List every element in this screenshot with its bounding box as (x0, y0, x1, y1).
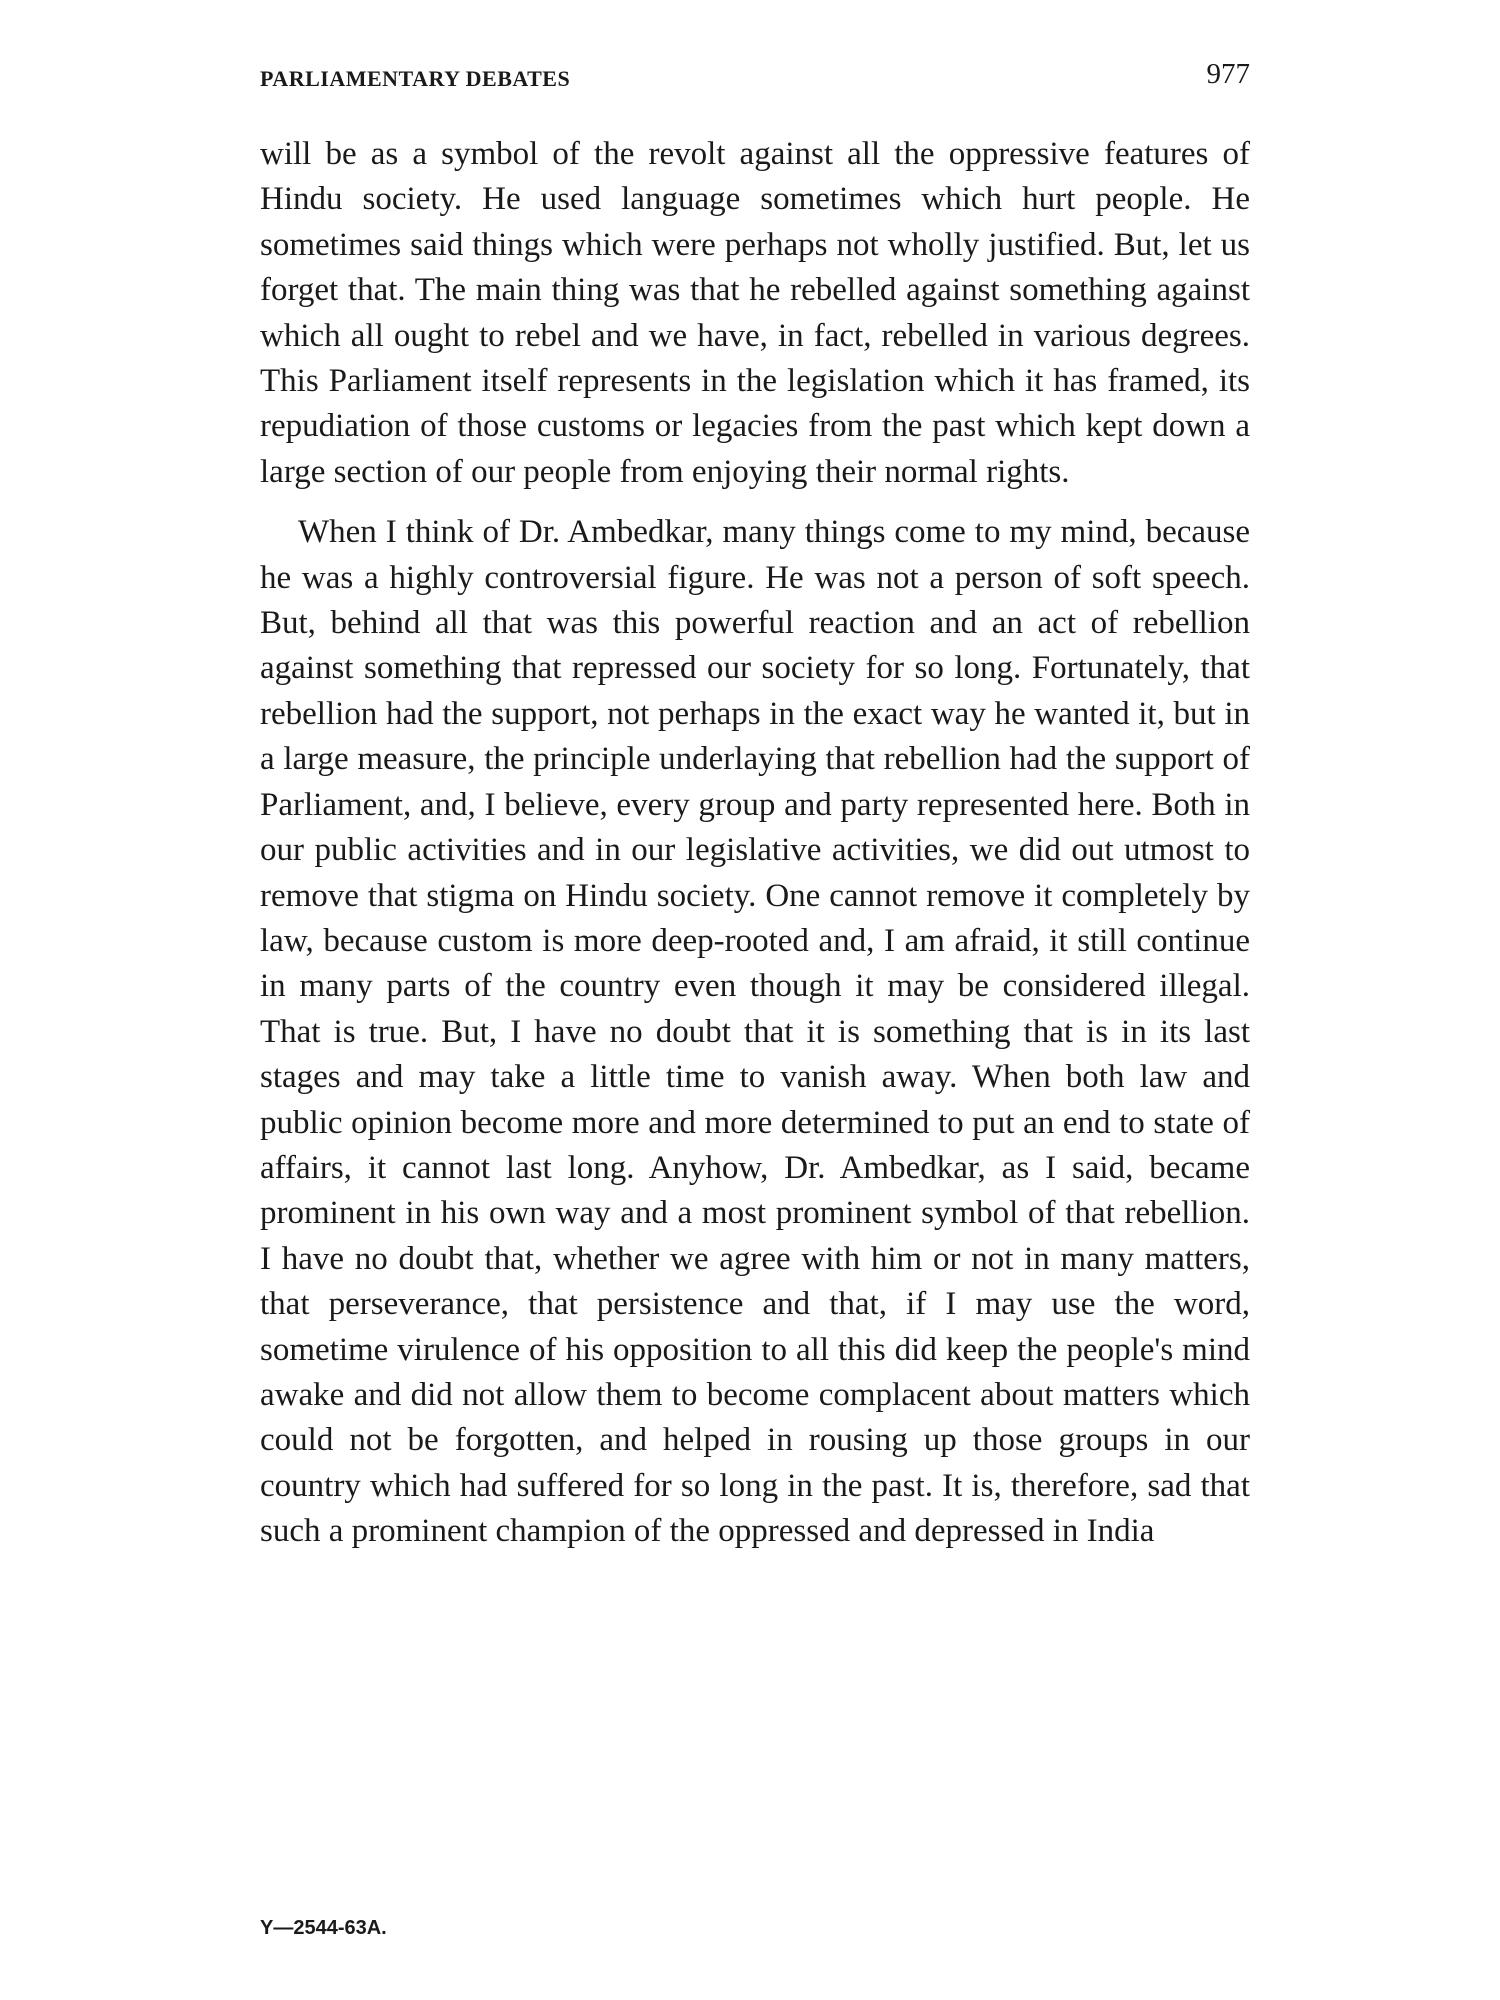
running-head: PARLIAMENTARY DEBATES (260, 66, 571, 91)
footer-code: Y—2544-63A. (260, 1917, 387, 1939)
paragraph-ambedkar: When I think of Dr. Ambedkar, many things come to my mind, because he was a highly controversial figure. He was not a person of soft speech. But, behind all that was this powerful reaction and an act of rebellion against something that repressed our society for so long. Fortunately, that rebellion had the support, not perhaps in the exact way he wanted it, but in a large measure, the principle underlaying that rebellion had the support of Parliament, and, I believe, every group and party represented here. Both in our public activities and in our legislative activities, we did out utmost to remove that stigma on Hindu society. One cannot remove it completely by law, because custom is more deep-rooted and, I am afraid, it still continue in many parts of the country even though it may be considered illegal. That is true. But, I have no doubt that it is something that is in its last stages and may take a little time to vanish away. When both law and public opinion become more and more determined to put an end to state of affairs, it cannot last long. Anyhow, Dr. Ambedkar, as I said, became prominent in his own way and a most prominent symbol of that rebellion. I have no doubt that, whether we agree with him or not in many matters, that perseverance, that persistence and that, if I may use the word, sometime virulence of his opposition to all this did keep the people's mind awake and did not allow them to become complacent about matters which could not be forgotten, and helped in rousing up those groups in our country which had suffered for so long in the past. It is, therefore, sad that such a prominent champion of the oppressed and depressed in India (260, 514, 1250, 1550)
body-text (260, 132, 1250, 1555)
paragraph-continued: will be as a symbol of the revolt against all the oppressive features of Hindu society. He used language sometimes which hurt people. He sometimes said things which were perhaps not wholly justified. But, let us forget that. The main thing was that he rebelled against something against which all ought to rebel and we have, in fact, rebelled in various degrees. This Parliament itself represents in the legislation which it has framed, its repudiation of those customs or legacies from the past which kept down a large section of our people from enjoying their normal rights. (260, 136, 1250, 490)
page-number: 977 (1206, 58, 1250, 90)
